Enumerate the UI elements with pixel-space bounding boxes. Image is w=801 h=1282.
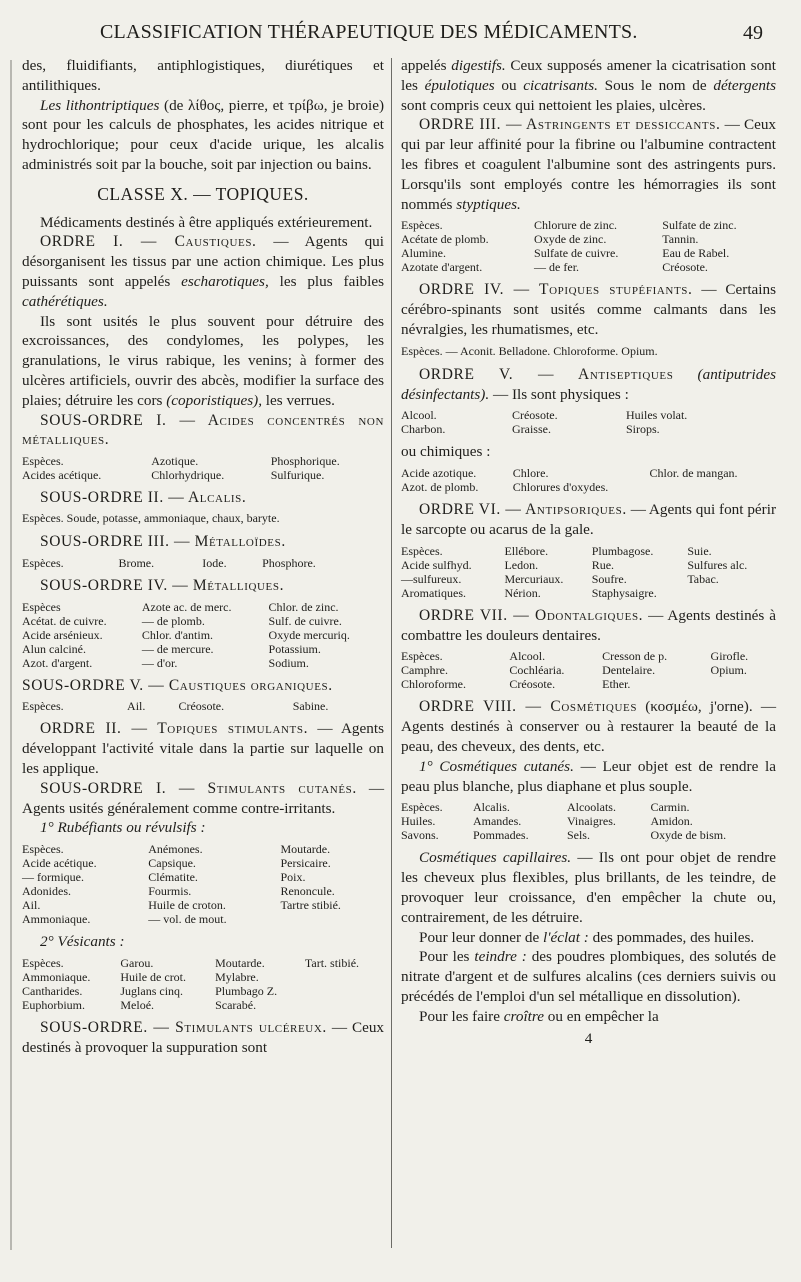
table-cell: Sels. [566,828,590,843]
table-cell: Sulfate de cuivre. [534,246,619,261]
sous-ordre-ulcereux-paragraph: SOUS-ORDRE. — Stimulants ulcéreux. — Ceux destinés à provoquer la suppuration sont [22,1018,385,1056]
table-row [401,828,776,842]
sous-ordre-2-especes: Espèces. Soude, potasse, ammoniaque, chaux, baryte. [22,510,280,525]
table-cell: Suie. [687,543,712,558]
table-row [401,408,776,422]
table-cell: Tannin. [662,232,699,247]
lithontriptiques-term: Les lithontriptiques [40,96,160,114]
table-row [401,232,776,246]
table-cell: Alcool. [509,649,546,664]
table-cell: Sulfurique. [270,468,325,483]
table-cell: Potassium. [268,641,321,656]
page-edge-shadow [10,60,12,1250]
table-cell: Azot. d'argent. [22,655,93,670]
table-cell: Chlorures d'oxydes. [512,480,609,495]
table-cell: Espèces [22,599,61,614]
table-cell: Juglans cinq. [120,983,184,998]
table-cell: Acides acétique. [22,468,102,483]
table-cell: Plumbago Z. [215,983,278,998]
table-row [22,656,384,670]
table-row [22,468,384,482]
signature-mark: 4 [584,1029,593,1047]
table-cell: Mercuriaux. [504,571,564,586]
table-cell [305,970,384,984]
table-cell: Nérion. [504,585,541,600]
table-cell: Huiles. [401,814,436,829]
table-cell: Espèces. [22,699,64,714]
table-cell: Chloroforme. [401,677,466,692]
sous-ordre-cutanes-paragraph: SOUS-ORDRE I. — Stimulants cutanés. — Agents usités généralement comme contre-irritants. [22,779,385,817]
croitre-paragraph: Pour les faire croître ou en empêcher la [419,1007,659,1025]
table-cell: Alun calciné. [22,641,86,656]
table-cell: Acide sulfhyd. [401,557,472,572]
table-cell: — de mercure. [141,641,214,656]
table-row [401,246,776,260]
table-cell [305,984,384,998]
table-cell: Staphysaigre. [591,585,657,600]
table-cell: Créosote. [509,677,556,692]
lithontriptiques-paragraph: Les lithontriptiques (de λίθος, pierre, et τρίβω, je broie) sont pour les calculs de phosphates, les acides nitrique et hydrochlorique; pour ceux d'acide urique, les alcalis administrés soit par la bouche, soit par injection ou bains. [22,96,385,173]
table-cell: — de fer. [534,260,580,275]
table-cell: Espèces. [401,218,443,233]
table-cell: Sulfate de zinc. [662,218,737,233]
table-cell: Renoncule. [280,884,335,899]
left-column [22,56,384,1058]
table-cell: Amidon. [650,814,693,829]
ou-chimiques: ou chimiques : [401,443,491,461]
table-row [22,556,384,570]
table-cell: Savons. [401,828,439,843]
table-row [401,586,776,600]
table-cell: Azote ac. de merc. [141,599,232,614]
table-cell: Phosphorique. [270,454,340,469]
table-cell: Espèces. [22,454,64,469]
table-cell: Ammoniaque. [22,969,91,984]
table-cell: Espèces. [401,800,443,815]
table-cell [711,677,776,691]
table-cell: Clématite. [148,870,198,885]
table-cell: Huile de croton. [148,898,226,913]
table-row [401,480,776,494]
table-cell: Pommades. [472,828,529,843]
table-cell: Scarabé. [215,997,257,1012]
table-cell: Amandes. [472,814,522,829]
table-cell: Oxyde mercuriq. [268,627,350,642]
table-cell: Chlorhydrique. [151,468,225,483]
ordre-7-paragraph: ORDRE VII. — Odontalgiques. — Agents destinés à combattre les douleurs dentaires. [401,606,777,644]
table-row [22,628,384,642]
table-cell [280,912,384,926]
medicaments-paragraph: Médicaments destinés à être appliqués extérieurement. [40,213,373,231]
table-cell: Tabac. [687,571,719,586]
sous-ordre-3-heading: SOUS-ORDRE III. — Métalloïdes. [40,532,286,550]
table-cell: Créosote. [511,408,558,423]
table-cell: Espèces. [401,649,443,664]
ordre-4-paragraph: ORDRE IV. — Topiques stupéfiants. — Certains cérébro-spinants sont usités comme calmants dans les névralgies, les rhumatismes, etc. [401,281,777,338]
table-row [401,572,776,586]
table-cell: —sulfureux. [401,571,462,586]
table-row [22,912,384,926]
table-cell: Chlor. de mangan. [649,466,738,481]
table-cell: Moutarde. [280,842,331,857]
sous-ordre-1-table [22,454,384,482]
ordre-3-paragraph: ORDRE III. — Astringents et dessiccants. — Ceux qui par leur affinité pour la fibrine ou l'albumine contractent les fibres et coagulent l'albumine sont des astringents purs. Lorsqu'ils sont employés contre les hémorragies ils sont nommés styptiques. [401,116,777,213]
table-cell: Aromatiques. [401,585,466,600]
table-cell: Iode. [202,555,227,570]
table-cell: Eau de Rabel. [662,246,730,261]
ordre-1-usage-paragraph: Ils sont usités le plus souvent pour détruire des excroissances, des condylomes, les polypes, les granulations, le virus rabique, les venins; à former des ulcères artificiels, ouvrir des abcès, modifier la surface des plaies; détruire les cors (coporistiques), les verrues. [22,312,384,409]
table-row [401,544,776,558]
table-row [22,600,384,614]
rubefiants-table [22,842,384,926]
table-row [22,699,384,713]
table-row [22,870,384,884]
table-cell: Garou. [120,955,154,970]
table-cell: Poix. [280,870,306,885]
table-cell: Acétate de plomb. [401,232,489,247]
table-cell: Azotique. [151,454,199,469]
header-title: CLASSIFICATION THÉRAPEUTIQUE DES MÉDICAMENTS. [100,21,638,43]
ordre-7-table [401,649,776,691]
table-cell: — de plomb. [141,613,205,628]
sous-ordre-5-table [22,699,384,713]
table-cell: Anémones. [148,842,203,857]
table-cell: Soufre. [591,571,627,586]
table-row [22,998,384,1012]
eclat-paragraph: Pour leur donner de l'éclat : des pommades, des huiles. [419,928,755,946]
table-cell: Vinaigres. [566,814,616,829]
ordre-3-table [401,218,776,274]
table-row [401,422,776,436]
table-cell: Oxyde de zinc. [534,232,607,247]
table-cell: Azotate d'argent. [401,260,483,275]
table-cell: Plumbagose. [591,543,654,558]
ordre-6-table [401,544,776,600]
ordre-1-label: ORDRE I. — Caustiques. [40,233,257,251]
table-row [401,218,776,232]
table-cell: Espèces. [401,543,443,558]
table-cell: Huiles volat. [625,408,688,423]
table-cell: Espèces. [22,555,64,570]
table-cell: Sulfures alc. [687,557,748,572]
ordre-2-paragraph: ORDRE II. — Topiques stimulants. — Agents développant l'activité vitale dans la partie sur laquelle on les applique. [22,720,384,777]
table-cell: Ammoniaque. [22,912,91,927]
table-cell: Alcoolats. [566,800,616,815]
table-cell: Alumine. [401,246,446,261]
table-cell: Alcool. [401,408,437,423]
table-cell: Fourmis. [148,884,192,899]
table-cell [650,480,776,494]
table-row [401,663,776,677]
table-cell: Acétat. de cuivre. [22,613,107,628]
sous-ordre-4-table [22,600,384,670]
table-cell: — vol. de mout. [148,912,227,927]
table-cell: Ellébore. [504,543,549,558]
cosmetiques-capillaires-paragraph: Cosmétiques capillaires. — Ils ont pour objet de rendre les cheveux plus flexibles, plus brillants, de les teindre, de provoquer leur croissance, d'en empêcher la chute ou, contrairement, de les détruire. [401,849,776,926]
table-cell: Cantharides. [22,983,83,998]
column-rule [391,58,392,1248]
table-cell: Cresson de p. [602,649,668,664]
table-cell: Moutarde. [215,955,265,970]
cosmetiques-cutanes-paragraph: 1° Cosmétiques cutanés. — Leur objet est de rendre la peau plus blanche, plus diaphane et plus souple. [401,757,776,795]
table-row [22,856,384,870]
table-cell: Capsique. [148,856,196,871]
table-row [22,614,384,628]
table-row [401,558,776,572]
table-cell: Graisse. [511,422,551,437]
table-row [401,260,776,274]
table-cell: Espèces. [22,955,64,970]
table-cell: Sirops. [625,422,660,437]
table-cell: Meloé. [120,997,155,1012]
table-cell [305,998,384,1012]
table-cell: Alcalis. [472,800,510,815]
table-cell: Sulf. de cuivre. [268,613,342,628]
right-column [401,56,776,1048]
table-row [401,800,776,814]
vesicants-table [22,956,384,1012]
table-cell: Persicaire. [280,856,331,871]
ordre-6-paragraph: ORDRE VI. — Antipsoriques. — Agents qui font périr le sarcopte ou acarus de la gale. [401,501,777,538]
table-cell: Huile de crot. [120,969,187,984]
table-cell: Acide azotique. [401,466,477,481]
table-cell: — d'or. [141,655,178,670]
ordre-1-paragraph: ORDRE I. — Caustiques. — Agents qui désorganisent les tissus par une action chimique. Les plus puissants sont appelés escharotiques, les plus faibles cathérétiques. [22,233,384,310]
table-cell: Tart. stibié. [304,955,360,970]
table-cell: Euphorbium. [22,997,85,1012]
teindre-paragraph: Pour les teindre : des poudres plombiques, des solutés de nitrate d'argent et de sulfures alcalins (ces derniers suivis ou précédés de l'emploi d'un sel métallique en dissolution). [401,948,776,1005]
table-cell [687,586,776,600]
table-cell: Phosphore. [262,555,316,570]
table-row [401,649,776,663]
table-cell: Mylabre. [215,969,259,984]
ordre-5-chimiques-table [401,466,776,494]
table-cell: Créosote. [178,699,225,714]
table-cell: Cochléaria. [509,663,565,678]
ordre-4-especes: Espèces. — Aconit. Belladone. Chloroforme. Opium. [401,343,658,358]
table-cell: Adonides. [22,884,71,899]
table-cell: — formique. [22,870,84,885]
table-row [22,984,384,998]
sous-ordre-5-heading: SOUS-ORDRE V. — Caustiques organiques. [22,676,333,694]
ordre-5-physiques-table [401,408,776,436]
table-row [22,884,384,898]
table-row [22,842,384,856]
table-cell: Brome. [118,555,155,570]
table-row [22,956,384,970]
ordre-8-paragraph: ORDRE VIII. — Cosmétiques (κοσμέω, j'orne). — Agents destinés à conserver ou à restaurer la beauté de la peau, des cheveux, des dents, etc. [401,698,777,755]
vesicants-heading: 2° Vésicants : [40,933,125,951]
sous-ordre-4-heading: SOUS-ORDRE IV. — Métalliques. [40,576,285,594]
table-cell: Chlorure de zinc. [534,218,618,233]
table-cell: Dentelaire. [602,663,656,678]
table-cell: Acide acétique. [22,856,97,871]
table-cell: Oxyde de bism. [650,828,727,843]
table-cell: Charbon. [401,422,446,437]
table-cell: Acide arsénieux. [22,627,103,642]
cosmetiques-table [401,800,776,842]
table-row [401,677,776,691]
table-cell: Rue. [591,557,615,572]
page-number: 49 [743,22,763,44]
table-cell: Chlore. [512,466,549,481]
table-row [22,970,384,984]
table-cell: Azot. de plomb. [401,480,479,495]
table-row [22,454,384,468]
sous-ordre-3-table [22,556,384,570]
table-cell: Chlor. d'antim. [141,627,214,642]
table-row [401,466,776,480]
table-cell: Ledon. [504,557,539,572]
intro-text: des, fluidifiants, antiphlogistiques, diurétiques et antilithiques. [22,57,384,94]
digestifs-paragraph: appelés digestifs. Ceux supposés amener la cicatrisation sont les épulotiques ou cicatrisants. Sous le nom de détergents sont compris ceux qui nettoient les plaies, ulcères. [401,57,777,114]
rubefiants-heading: 1° Rubéfiants ou révulsifs : [40,819,206,837]
table-cell: Sodium. [268,655,309,670]
table-cell: Sabine. [292,699,329,714]
table-cell: Espèces. [22,842,64,857]
ordre-5-paragraph: ORDRE V. — Antiseptiques (antiputrides désinfectants). — Ils sont physiques : [401,365,777,403]
table-row [22,642,384,656]
table-cell: Ail. [127,699,146,714]
table-cell: Camphre. [401,663,448,678]
table-cell: Chlor. de zinc. [268,599,339,614]
table-cell: Ail. [22,898,41,913]
sous-ordre-2-heading: SOUS-ORDRE II. — Alcalis. [40,489,247,507]
table-cell: Tartre stibié. [280,898,341,913]
sous-ordre-1-heading: SOUS-ORDRE I. — Acides concentrés non métalliques. [22,411,384,449]
running-header [0,18,801,48]
table-row [22,898,384,912]
table-cell: Girofle. [710,649,749,664]
table-cell: Carmin. [650,800,690,815]
classe-heading: CLASSE X. — TOPIQUES. [97,183,309,204]
table-cell: Ether. [602,677,631,692]
table-row [401,814,776,828]
table-cell: Créosote. [662,260,708,275]
table-cell: Opium. [710,663,747,678]
